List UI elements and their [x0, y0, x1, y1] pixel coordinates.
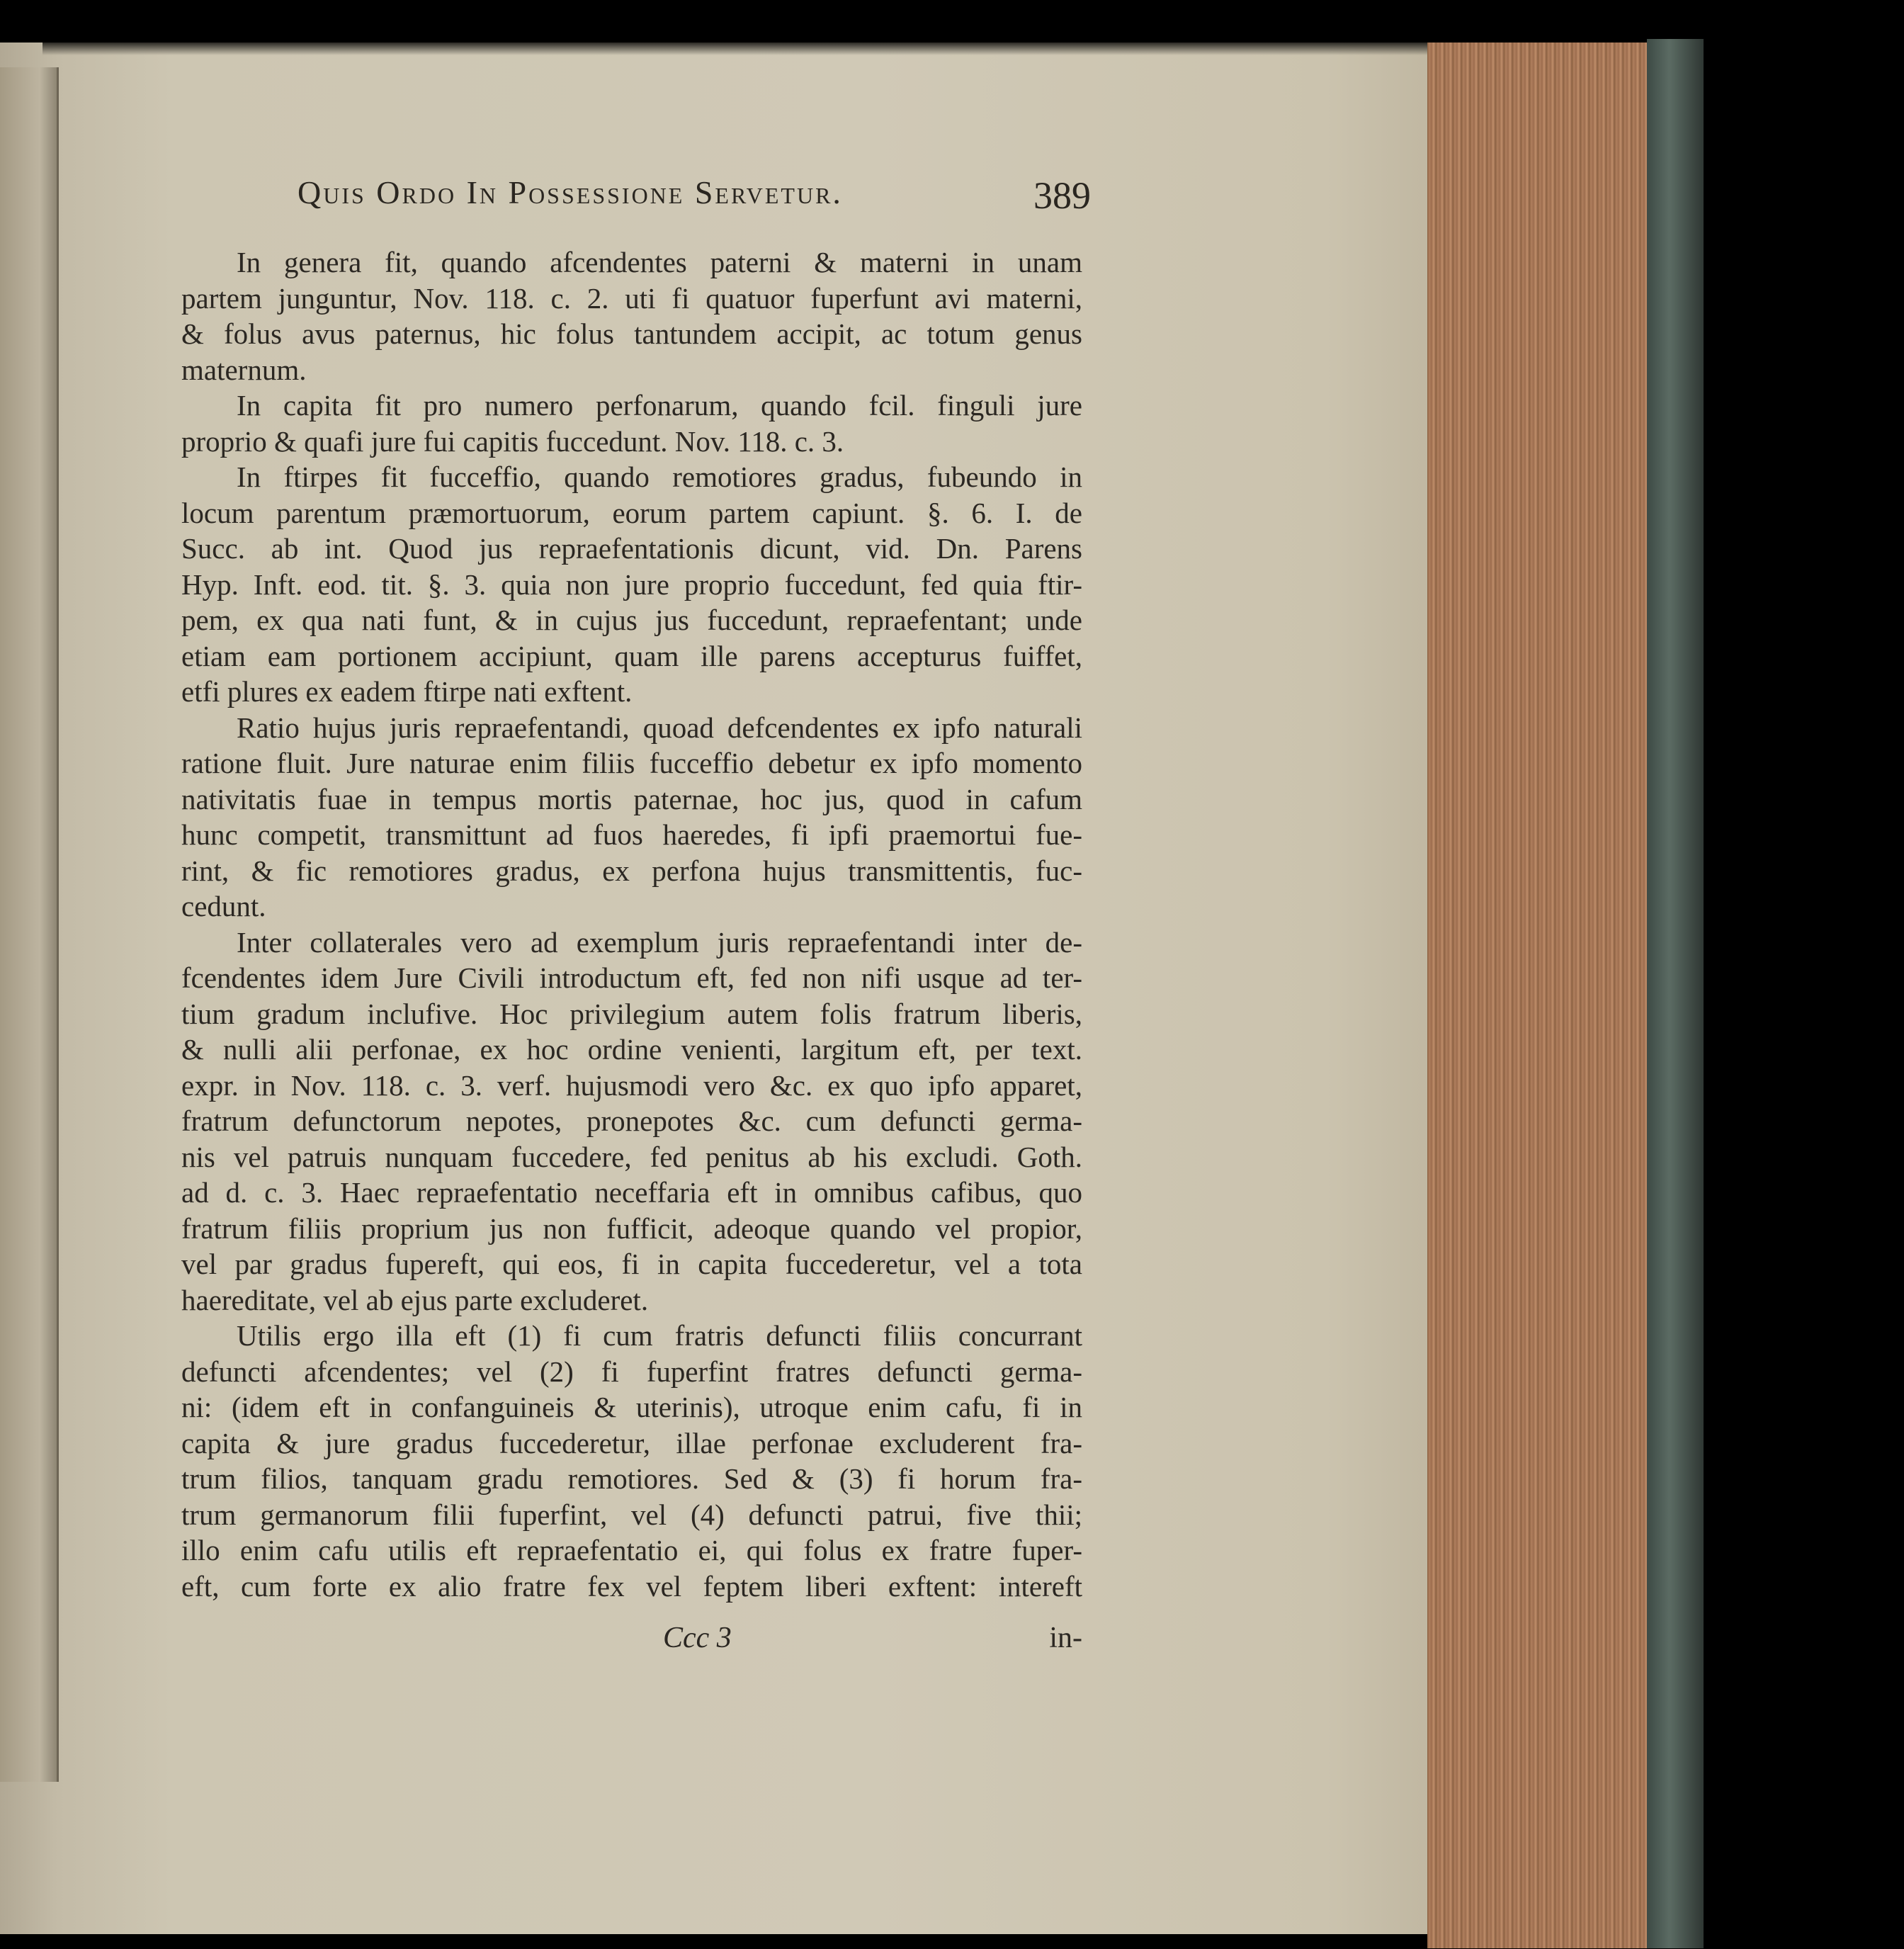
page-edges	[1427, 43, 1647, 1948]
text-line: expr. in Nov. 118. c. 3. verf. hujusmodi vero &c. ex quo ipfo apparet,	[181, 1068, 1082, 1102]
text-line: nativitatis fuae in tempus mortis paternae, hoc jus, quod in cafum	[181, 782, 1082, 815]
text-line: etfi plures ex eadem ftirpe nati exftent.	[181, 675, 633, 708]
page-footer	[181, 1621, 1082, 1663]
text-line: trum filios, tanquam gradu remotiores. Sed & (3) fi horum fra-	[181, 1462, 1082, 1495]
text-line: In capita fit pro numero perfonarum, quando fcil. finguli jure	[237, 389, 1082, 422]
text-line: partem junguntur, Nov. 118. c. 2. uti fi quatuor fuperfunt avi materni,	[181, 281, 1082, 315]
text-line: defuncti afcendentes; vel (2) fi fuperfint fratres defuncti germa-	[181, 1355, 1082, 1388]
text-line: maternum.	[181, 353, 307, 386]
signature-mark: Ccc 3	[663, 1622, 732, 1654]
text-line: Hyp. Inft. eod. tit. §. 3. quia non jure proprio fuccedunt, fed quia ftir-	[181, 567, 1082, 601]
text-line: In genera fit, quando afcendentes paterni & materni in unam	[237, 246, 1082, 278]
catchword: in-	[1049, 1622, 1082, 1654]
text-line: fratrum filiis proprium jus non fufficit, adeoque quando vel propior,	[181, 1211, 1082, 1245]
text-line: Ratio hujus juris repraefentandi, quoad defcendentes ex ipfo naturali	[237, 711, 1082, 744]
text-line: proprio & quafi jure fui capitis fuccedunt. Nov. 118. c. 3.	[181, 424, 844, 458]
page-number: 389	[1033, 174, 1091, 217]
body-text	[181, 244, 1082, 1604]
text-line: & folus avus paternus, hic folus tantundem accipit, ac totum genus	[181, 317, 1082, 350]
text-line: In ftirpes fit fucceffio, quando remotiores gradus, fubeundo in	[237, 461, 1082, 493]
text-line: rint, & fic remotiores gradus, ex perfona hujus transmittentis, fuc-	[181, 854, 1082, 887]
text-line: etiam eam portionem accipiunt, quam ille parens accepturus fuiffet,	[181, 639, 1082, 672]
facing-page-edge	[0, 67, 59, 1782]
text-line: trum germanorum filii fuperfint, vel (4) defuncti patrui, five thii;	[181, 1498, 1082, 1531]
text-line: & nulli alii perfonae, ex hoc ordine venienti, largitum eft, per text.	[181, 1033, 1082, 1066]
text-line: hunc competit, transmittunt ad fuos haeredes, fi ipfi praemortui fue-	[181, 818, 1082, 851]
text-line: Inter collaterales vero ad exemplum juris repraefentandi inter de-	[237, 925, 1082, 959]
text-line: pem, ex qua nati funt, & in cujus jus fuccedunt, repraefentant; unde	[181, 604, 1082, 636]
text-line: fratrum defunctorum nepotes, pronepotes &c. cum defuncti germa-	[181, 1105, 1082, 1137]
text-line: tium gradum inclufive. Hoc privilegium autem folis fratrum liberis,	[181, 997, 1082, 1030]
text-line: ni: (idem eft in confanguineis & uterinis), utroque enim cafu, fi in	[181, 1391, 1082, 1423]
text-line: illo enim cafu utilis eft repraefentatio ei, qui folus ex fratre fuper-	[181, 1534, 1082, 1566]
text-line: ratione fluit. Jure naturae enim filiis fucceffio debetur ex ipfo momento	[181, 747, 1082, 779]
text-line: Succ. ab int. Quod jus repraefentationis dicunt, vid. Dn. Parens	[181, 532, 1082, 565]
text-line: ad d. c. 3. Haec repraefentatio neceffaria eft in omnibus cafibus, quo	[181, 1176, 1082, 1209]
text-line: eft, cum forte ex alio fratre fex vel feptem liberi exftent: intereft	[181, 1569, 1082, 1603]
running-header	[298, 174, 1091, 230]
text-line: nis vel patruis nunquam fuccedere, fed penitus ab his excludi. Goth.	[181, 1140, 1082, 1173]
book-cover	[1647, 39, 1704, 1948]
running-title: Quis Ordo In Possessione Servetur.	[298, 174, 843, 210]
text-line: Utilis ergo illa eft (1) fi cum fratris defuncti filiis concurrant	[237, 1319, 1082, 1352]
text-line: vel par gradus fupereft, qui eos, fi in capita fuccederetur, vel a tota	[181, 1248, 1082, 1280]
text-line: fcendentes idem Jure Civili introductum eft, fed non nifi usque ad ter-	[181, 961, 1082, 994]
text-line: haereditate, vel ab ejus parte excluderet.	[181, 1283, 649, 1316]
text-line: capita & jure gradus fuccederetur, illae perfonae excluderent fra-	[181, 1426, 1082, 1459]
text-line: locum parentum præmortuorum, eorum partem capiunt. §. 6. I. de	[181, 496, 1082, 529]
text-line: cedunt.	[181, 890, 266, 922]
